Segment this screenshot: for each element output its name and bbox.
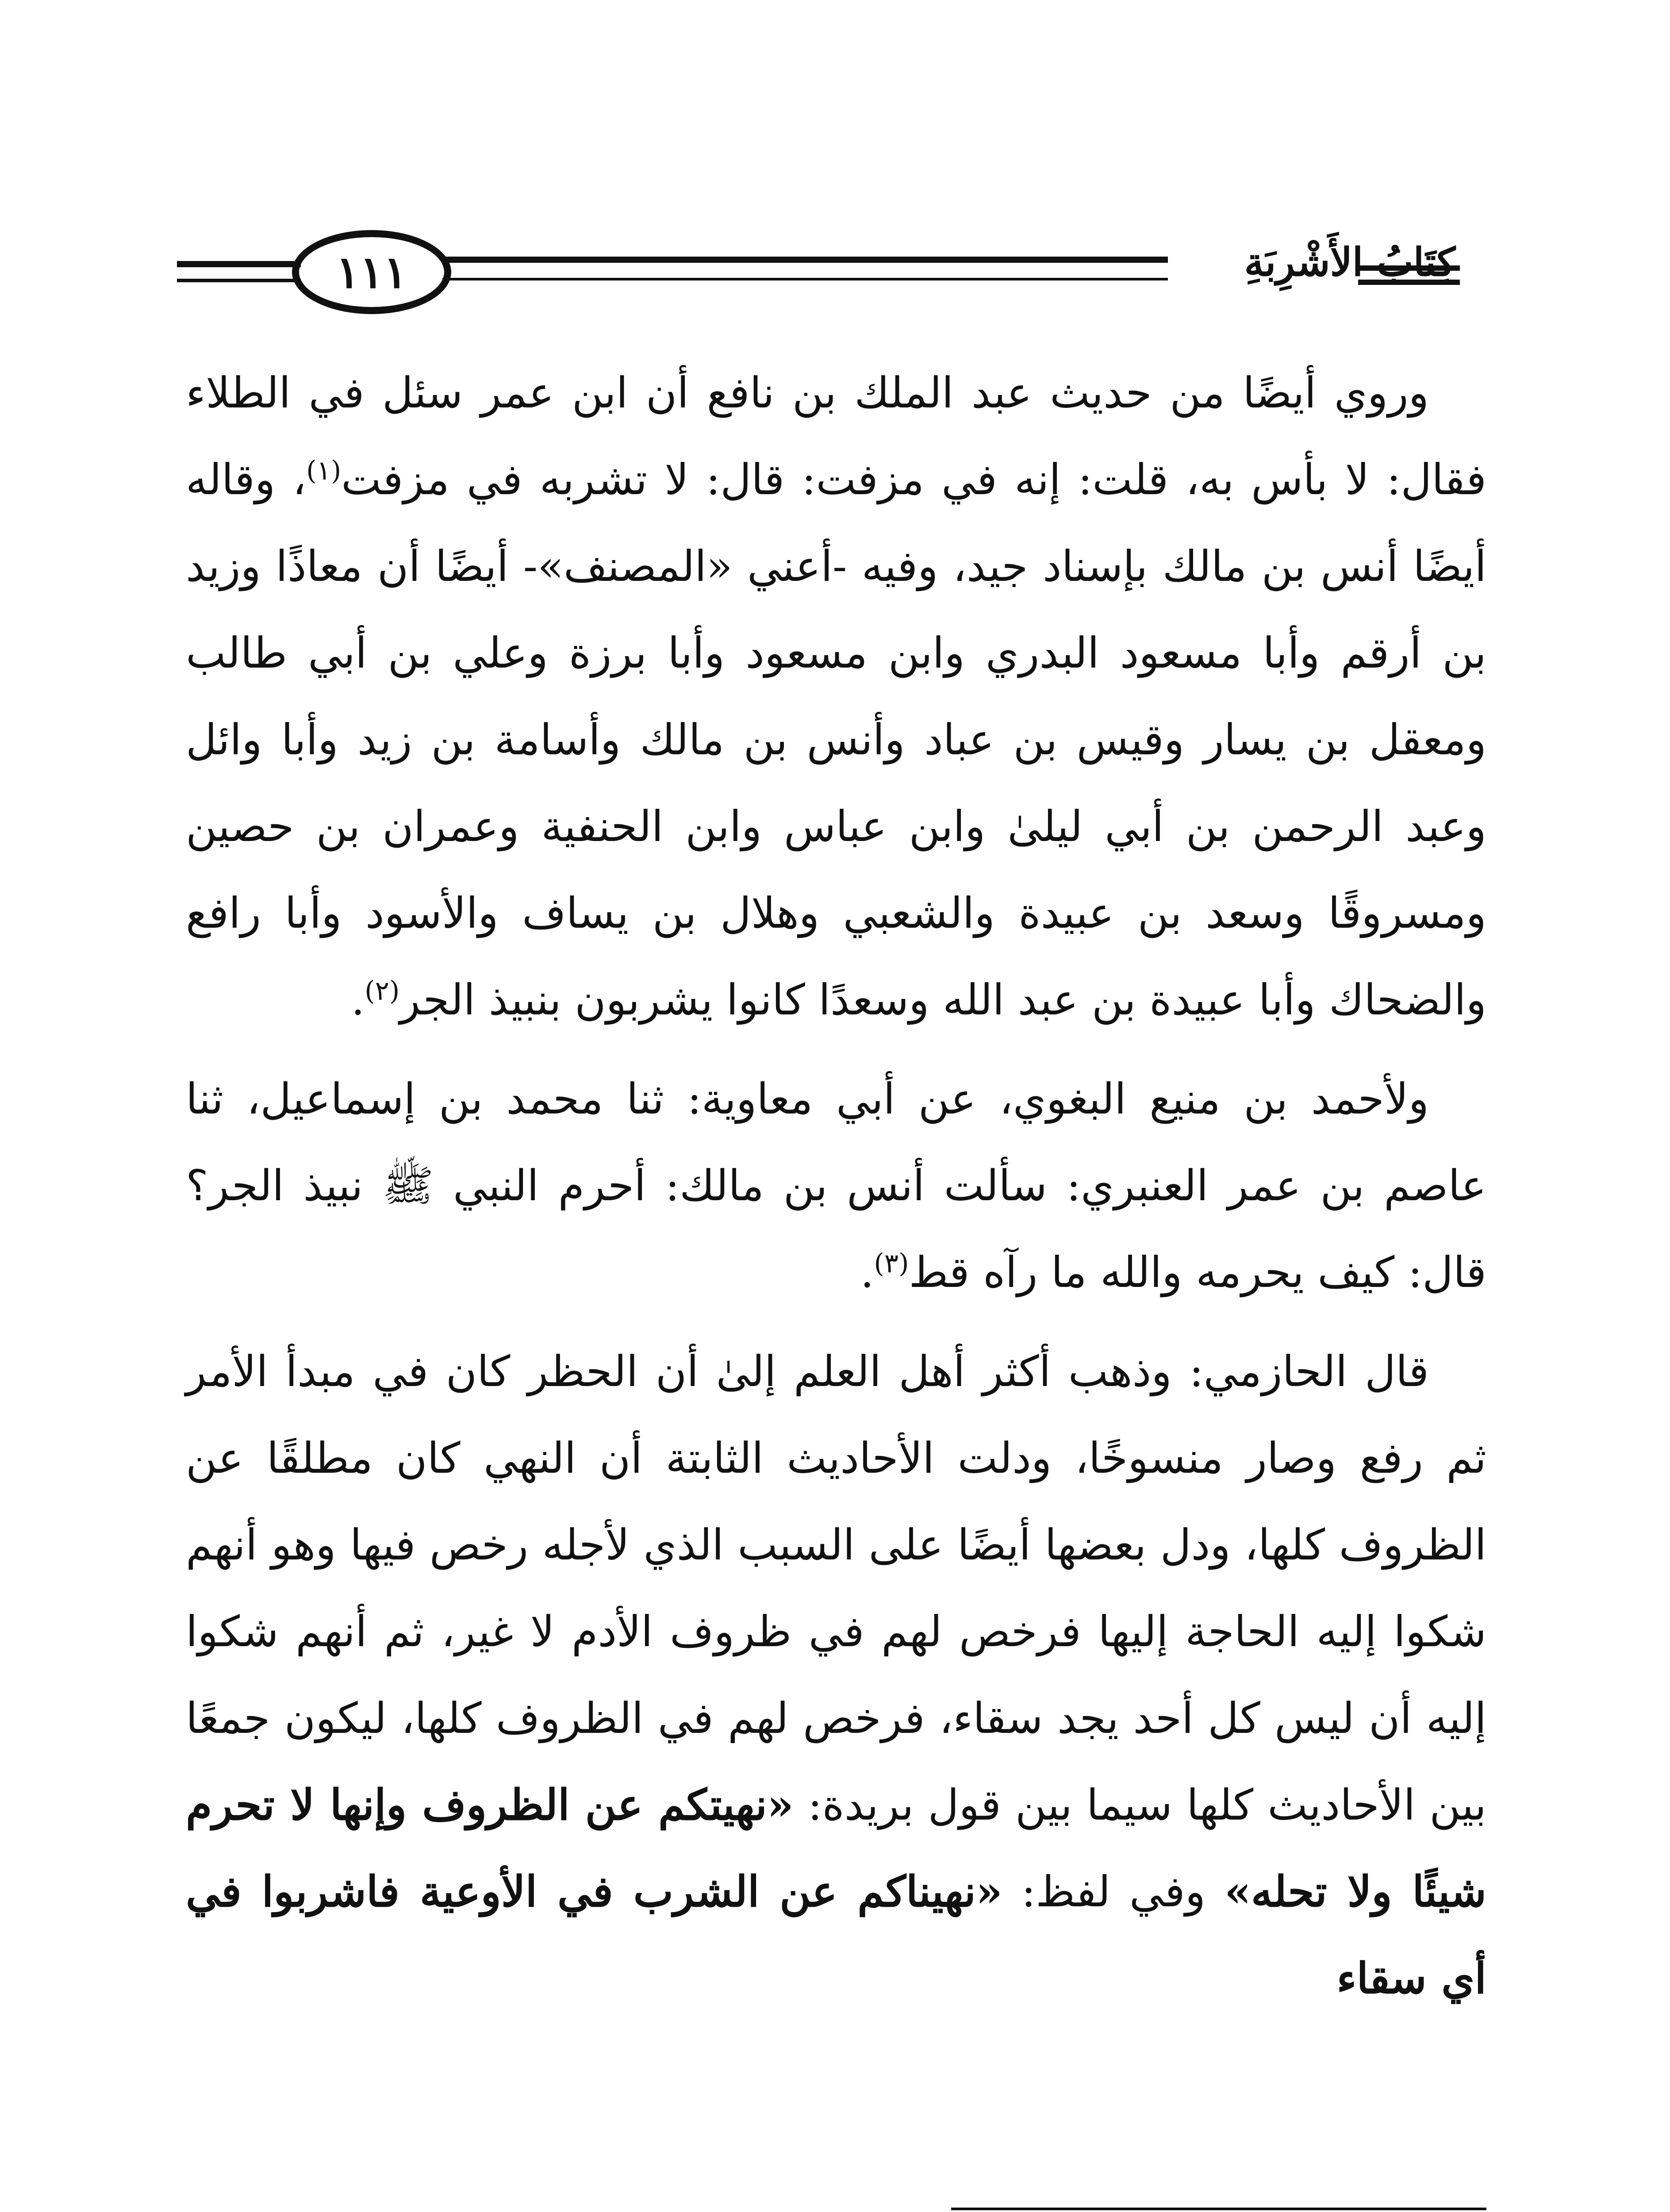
paragraph-1 xyxy=(186,349,1486,1043)
paragraph-1-text-b: ، وقاله أيضًا أنس بن مالك بإسناد جيد، وفيه -أعني «المصنف»- أيضًا أن معاذًا وزيد بن أرقم وأبا مسعود البدري وابن مسعود وأبا برزة وعلي بن أبي طالب ومعقل بن يسار وقيس بن عباد وأنس بن مالك وأسامة بن زيد وأبا وائل وعبد الرحمن بن أبي ليلىٰ وابن عباس وابن الحنفية وعمران بن حصين ومسروقًا وسعد بن عبيدة والشعبي وهلال بن يساف والأسود وأبا رافع والضحاك وأبا عبيدة بن عبد الله وسعدًا كانوا يشربون بنبيذ الجر xyxy=(186,455,1486,1025)
paragraph-3-text-a: قال الحازمي: وذهب أكثر أهل العلم إلىٰ أن الحظر كان في مبدأ الأمر ثم رفع وصار منسوخًا، ودلت الأحاديث الثابتة أن النهي كان مطلقًا عن الظروف كلها، ودل بعضها أيضًا على السبب الذي لأجله رخص فيها وهو أنهم شكوا إليه الحاجة إليها فرخص لهم في ظروف الأدم لا غير، ثم أنهم شكوا إليه أن ليس كل أحد يجد سقاء، فرخص لهم في الظروف كلها، ليكون جمعًا بين الأحاديث كلها سيما بين قول بريدة: xyxy=(186,1347,1487,1830)
header-rule-left-top xyxy=(177,261,301,267)
footnote-ref-3: (٣) xyxy=(874,1248,909,1279)
paragraph-2 xyxy=(186,1056,1486,1316)
running-title: كِتَابُ الأَشْرِبَةِ xyxy=(1244,239,1455,285)
hadith-quote-1: «نهيتكم عن الظروف وإنها لا تحرم شيئًا ولا تحله» xyxy=(186,1780,1487,1916)
footnote-ref-1: (١) xyxy=(306,455,342,486)
hadith-quote-2: «نهيناكم عن الشرب في الأوعية فاشربوا في أي سقاء xyxy=(186,1866,1486,2003)
header-rule-left-bottom xyxy=(177,279,301,282)
header-rule-middle-top xyxy=(442,257,1168,263)
footnote-ref-2: (٢) xyxy=(365,975,400,1006)
main-text xyxy=(186,349,1486,2022)
paragraph-3-text-b: وفي لفظ: xyxy=(1002,1867,1225,1916)
paragraph-1-text-a: وروي أيضًا من حديث عبد الملك بن نافع أن ابن عمر سئل في الطلاء فقال: لا بأس به، قلت: إنه في مزفت: قال: لا تشربه في مزفت xyxy=(186,368,1487,504)
footnote-separator xyxy=(951,2208,1486,2210)
paragraph-2-text: ولأحمد بن منيع البغوي، عن أبي معاوية: ثنا محمد بن إسماعيل، ثنا عاصم بن عمر العنبري: سألت أنس بن مالك: أحرم النبي ﷺ نبيذ الجر؟ قال: كيف يحرمه والله ما رآه قط xyxy=(186,1074,1486,1297)
page-header xyxy=(177,230,1460,319)
page-number: ١١١ xyxy=(292,230,451,314)
paragraph-2-end: . xyxy=(860,1248,874,1297)
paragraph-3 xyxy=(186,1328,1486,2022)
header-rule-middle-bottom xyxy=(442,278,1168,280)
paragraph-1-end: . xyxy=(351,975,365,1025)
